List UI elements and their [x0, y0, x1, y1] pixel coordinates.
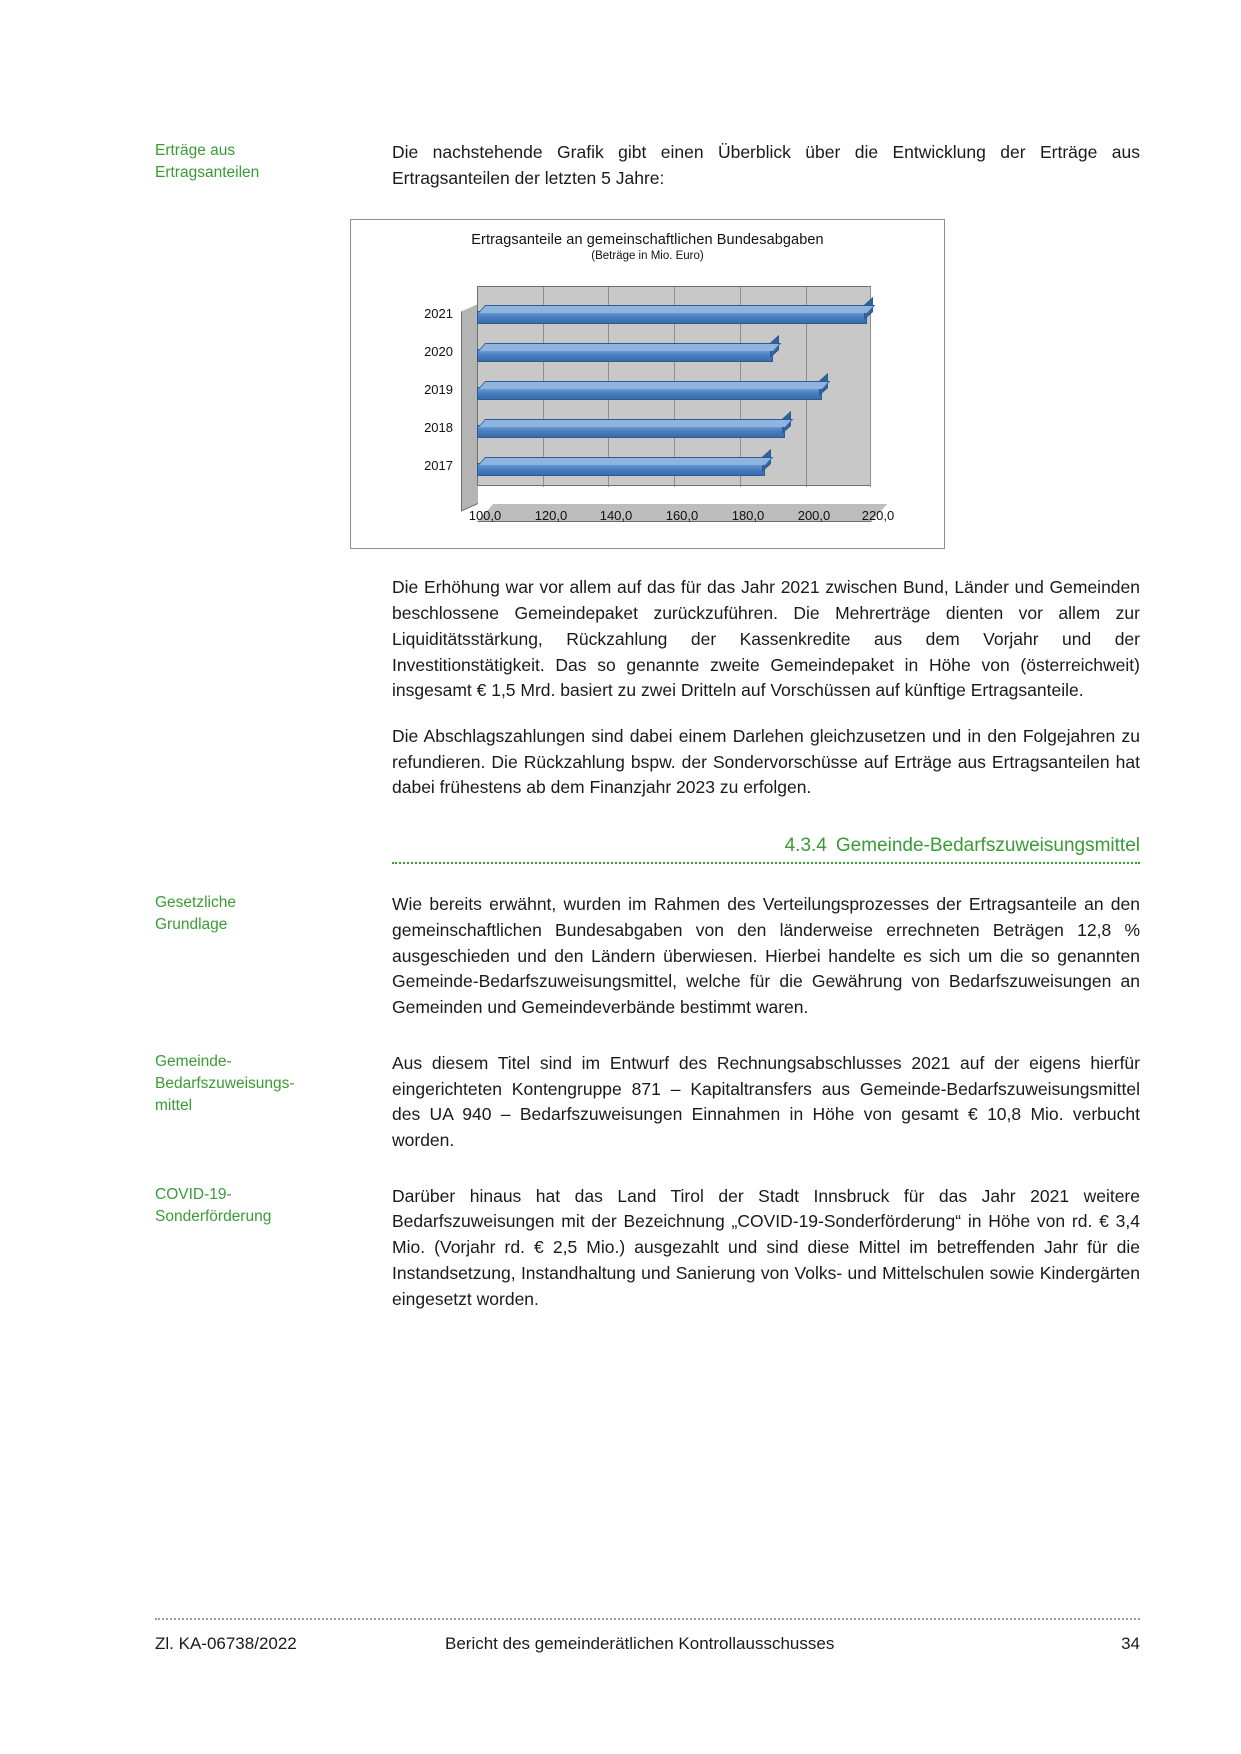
chart-xtick-180: 180,0: [731, 508, 765, 524]
heading-434-title: Gemeinde-Bedarfszuweisungsmittel: [835, 835, 1140, 857]
margin-note-covid: [155, 1184, 392, 1228]
footer-row: [155, 1634, 1140, 1654]
heading-434-number: 4.3.4: [784, 835, 827, 857]
chart-ertragsanteile: [350, 219, 945, 549]
chart-ylabel-2017: 2017: [424, 458, 453, 474]
chart-bar-2021: [477, 311, 867, 324]
page-footer: [155, 1618, 1140, 1654]
heading-434: [392, 835, 1140, 862]
page-content: [155, 140, 1140, 1312]
margin-note-ertraege: [155, 140, 392, 184]
footer-title: Bericht des gemeinderätlichen Kontrollausschusses: [445, 1634, 835, 1653]
chart-bar-2018: [477, 425, 785, 438]
chart-xtick-200: 200,0: [797, 508, 831, 524]
margin-note-covid-line2: Sonderförderung: [155, 1207, 272, 1225]
body-column-intro: [392, 140, 1140, 191]
chart-bar-2019: [477, 387, 822, 400]
chart-bar-2020: [477, 349, 773, 362]
chart-xtick-140: 140,0: [599, 508, 633, 524]
chart-side-wall: [461, 304, 478, 512]
section-erhoehung: [155, 575, 1140, 801]
body-column-gesetzliche: [392, 892, 1140, 1021]
paragraph-abschlagszahlungen: Die Abschlagszahlungen sind dabei einem Darlehen gleichzusetzen und in den Folgejahren zu refundieren. Die Rückzahlung bspw. der Sondervorschüsse auf Erträge aus Ertragsanteilen hat dabei frühestens ab dem Finanzjahr 2023 zu erfolgen.: [392, 726, 1140, 798]
chart-bar-2017: [477, 463, 765, 476]
margin-note-bedarfszuweisungsmittel: [155, 1051, 392, 1117]
paragraph-covid: Darüber hinaus hat das Land Tirol der Stadt Innsbruck für das Jahr 2021 weitere Bedarfszuweisungen mit der Bezeichnung „COVID-19-Sonderförderung“ in Höhe von rd. € 3,4 Mio. (Vorjahr rd. € 2,5 Mio.) ausgezahlt und sind diese Mittel im betreffenden Jahr für die Instandsetzung, Instandhaltung und Sanierung von Volks- und Mittelschulen sowie Kindergärten eingesetzt worden.: [392, 1185, 1140, 1309]
chart-plot-area: [461, 286, 871, 504]
paragraph-gesetzliche: Wie bereits erwähnt, wurden im Rahmen des Verteilungsprozesses der Ertragsanteile an den gemeinschaftlichen Bundesabgaben von den länderweise errechneten Beträgen 12,8 % ausgeschieden und den Ländern überwiesen. Hierbei handelte es sich um die so genannten Gemeinde-Bedarfszuweisungsmittel, welche für die Gewährung von Bedarfszuweisungen an Gemeinden und Gemeindeverbände bestimmt waren.: [392, 894, 1140, 1018]
footer-rule: [155, 1618, 1140, 1620]
paragraph-intro: Die nachstehende Grafik gibt einen Überblick über die Entwicklung der Erträge aus Ertragsanteilen der letzten 5 Jahre:: [392, 142, 1140, 188]
margin-note-gesetzliche-line2: Grundlage: [155, 916, 228, 934]
heading-434-block: [155, 835, 1140, 864]
section-covid-sonderfoerderung: [155, 1184, 1140, 1313]
section-bedarfszuweisungsmittel: [155, 1051, 1140, 1154]
chart-title: Ertragsanteile an gemeinschaftlichen Bundesabgaben: [471, 232, 824, 249]
margin-note-bedarf-line3: mittel: [155, 1096, 193, 1114]
margin-note-covid-line1: COVID-19-: [155, 1185, 232, 1203]
chart-y-axis-labels: [365, 280, 461, 498]
paragraph-bedarfszuweisungsmittel: Aus diesem Titel sind im Entwurf des Rechnungsabschlusses 2021 auf der eigens hierfür eingerichteten Kontengruppe 871 – Kapitaltransfers aus Gemeinde-Bedarfszuweisungsmittel des UA 940 – Bedarfszuweisungen Einnahmen in Höhe von gesamt € 10,8 Mio. verbucht worden.: [392, 1052, 1140, 1150]
margin-note-gesetzliche-grundlage: [155, 892, 392, 936]
margin-note-bedarf-line2: Bedarfszuweisungs-: [155, 1074, 295, 1092]
chart-ylabel-2019: 2019: [424, 382, 453, 398]
body-column-erhoehung: [392, 575, 1140, 801]
chart-bars: [477, 286, 871, 486]
footer-document-number: Zl. KA-06738/2022: [155, 1634, 297, 1653]
chart-ylabel-2021: 2021: [424, 306, 453, 322]
margin-note-ertraege-line1: Erträge aus: [155, 142, 236, 159]
footer-page-number: 34: [1121, 1634, 1140, 1653]
chart-container: [155, 219, 1140, 549]
heading-434-inner: [392, 835, 1140, 864]
chart-ylabel-2020: 2020: [424, 344, 453, 360]
margin-note-bedarf-line1: Gemeinde-: [155, 1052, 232, 1070]
chart-subtitle: (Beträge in Mio. Euro): [591, 249, 704, 262]
chart-xtick-220: 220,0: [861, 508, 895, 524]
chart-xtick-100: 100,0: [468, 508, 502, 524]
paragraph-erhoehung: Die Erhöhung war vor allem auf das für das Jahr 2021 zwischen Bund, Länder und Gemeinden beschlossene Gemeindepaket zurückzuführen. Die Mehrerträge dienten vor allem zur Liquiditätsstärkung, Rückzahlung der Kassenkredite aus dem Vorjahr und der Investitionstätigkeit. Das so genannte zweite Gemeindepaket in Höhe von (österreichweit) insgesamt € 1,5 Mrd. basiert zu zwei Dritteln auf Vorschüssen auf künftige Ertragsanteile.: [392, 577, 1140, 701]
heading-434-rule: [392, 862, 1140, 864]
margin-note-ertraege-line2: Ertragsanteilen: [155, 164, 260, 181]
margin-note-gesetzliche-line1: Gesetzliche: [155, 894, 236, 912]
section-ertraege-aus-ertragsanteilen: [155, 140, 1140, 191]
section-gesetzliche-grundlage: [155, 892, 1140, 1021]
chart-xtick-120: 120,0: [534, 508, 568, 524]
chart-xtick-160: 160,0: [665, 508, 699, 524]
chart-ylabel-2018: 2018: [424, 420, 453, 436]
chart-x-axis-labels: [461, 508, 895, 530]
body-column-bedarfszuweisungsmittel: [392, 1051, 1140, 1154]
chart-plot-host: [365, 280, 931, 535]
body-column-covid: [392, 1184, 1140, 1313]
